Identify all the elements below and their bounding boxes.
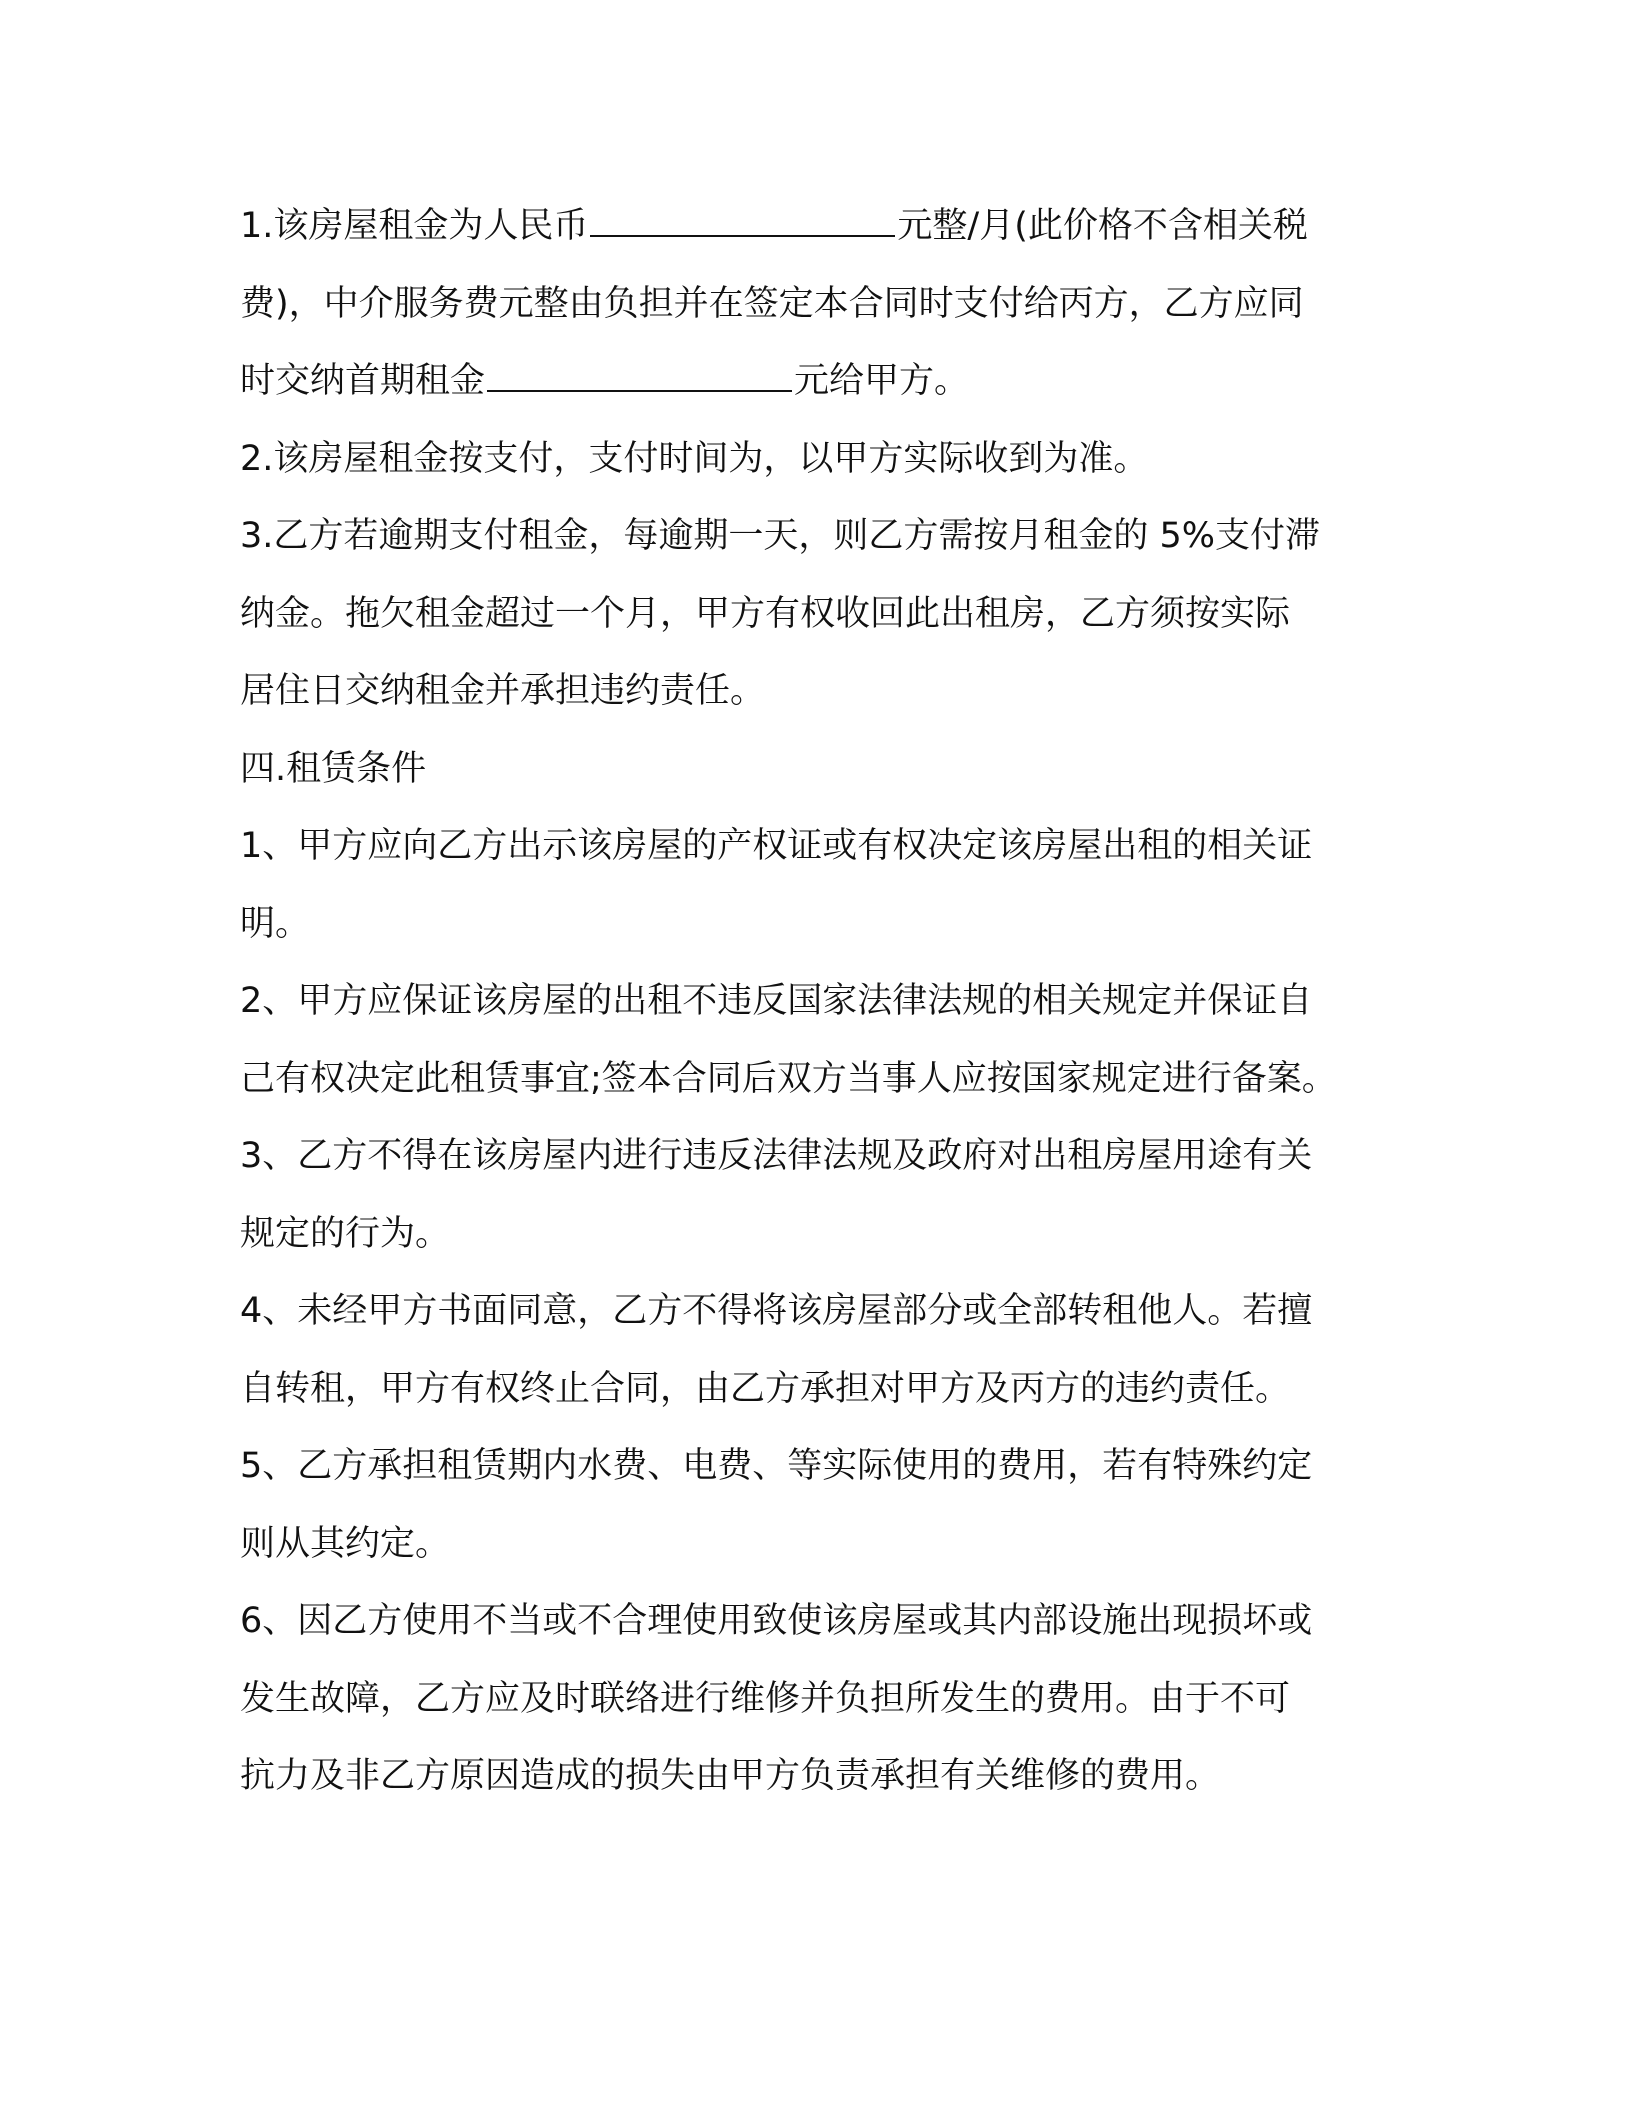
text-line: 3、乙方不得在该房屋内进行违反法律法规及政府对出租房屋用途有关 <box>240 1136 1313 1176</box>
text-line: 明。 <box>240 903 311 944</box>
text-line <box>240 343 1420 421</box>
text-line: 费)，中介服务费元整由负担并在签定本合同时支付给丙方，乙方应同 <box>240 283 1304 324</box>
blank-field-rent <box>590 203 895 237</box>
text-line: 2.该房屋租金按支付，支付时间为，以甲方实际收到为准。 <box>240 438 1149 479</box>
text-line: 己有权决定此租赁事宜;签本合同后双方当事人应按国家规定进行备案。 <box>240 1058 1337 1099</box>
text-line: 自转租，甲方有权终止合同，由乙方承担对甲方及丙方的违约责任。 <box>240 1368 1291 1409</box>
text-line: 1、甲方应向乙方出示该房屋的产权证或有权决定该房屋出租的相关证 <box>240 826 1313 866</box>
text-line: 5、乙方承担租赁期内水费、电费、等实际使用的费用，若有特殊约定 <box>240 1446 1313 1486</box>
text-line: 3.乙方若逾期支付租金，每逾期一天，则乙方需按月租金的 5%支付滞 <box>240 516 1321 556</box>
text-segment: 时交纳首期租金 <box>240 361 486 401</box>
text-line: 发生故障，乙方应及时联络进行维修并负担所发生的费用。由于不可 <box>240 1678 1291 1719</box>
text-segment: 元整/月(此价格不含相关税 <box>897 206 1308 246</box>
text-segment: 元给甲方。 <box>794 361 970 401</box>
text-line: 规定的行为。 <box>240 1213 451 1254</box>
text-line <box>240 188 1420 266</box>
text-line: 纳金。拖欠租金超过一个月，甲方有权收回此出租房，乙方须按实际 <box>240 593 1291 634</box>
document-page <box>240 188 1420 1816</box>
text-line: 6、因乙方使用不当或不合理使用致使该房屋或其内部设施出现损坏或 <box>240 1601 1313 1641</box>
text-line: 2、甲方应保证该房屋的出租不违反国家法律法规的相关规定并保证自 <box>240 981 1313 1021</box>
text-line: 4、未经甲方书面同意，乙方不得将该房屋部分或全部转租他人。若擅 <box>240 1291 1313 1331</box>
text-line: 居住日交纳租金并承担违约责任。 <box>240 671 766 711</box>
text-segment: 1.该房屋租金为人民币 <box>240 206 589 246</box>
text-line: 抗力及非乙方原因造成的损失由甲方负责承担有关维修的费用。 <box>240 1756 1221 1796</box>
section-heading: 四.租赁条件 <box>240 748 427 789</box>
text-line: 则从其约定。 <box>240 1523 451 1564</box>
blank-field-first-rent <box>487 358 792 392</box>
